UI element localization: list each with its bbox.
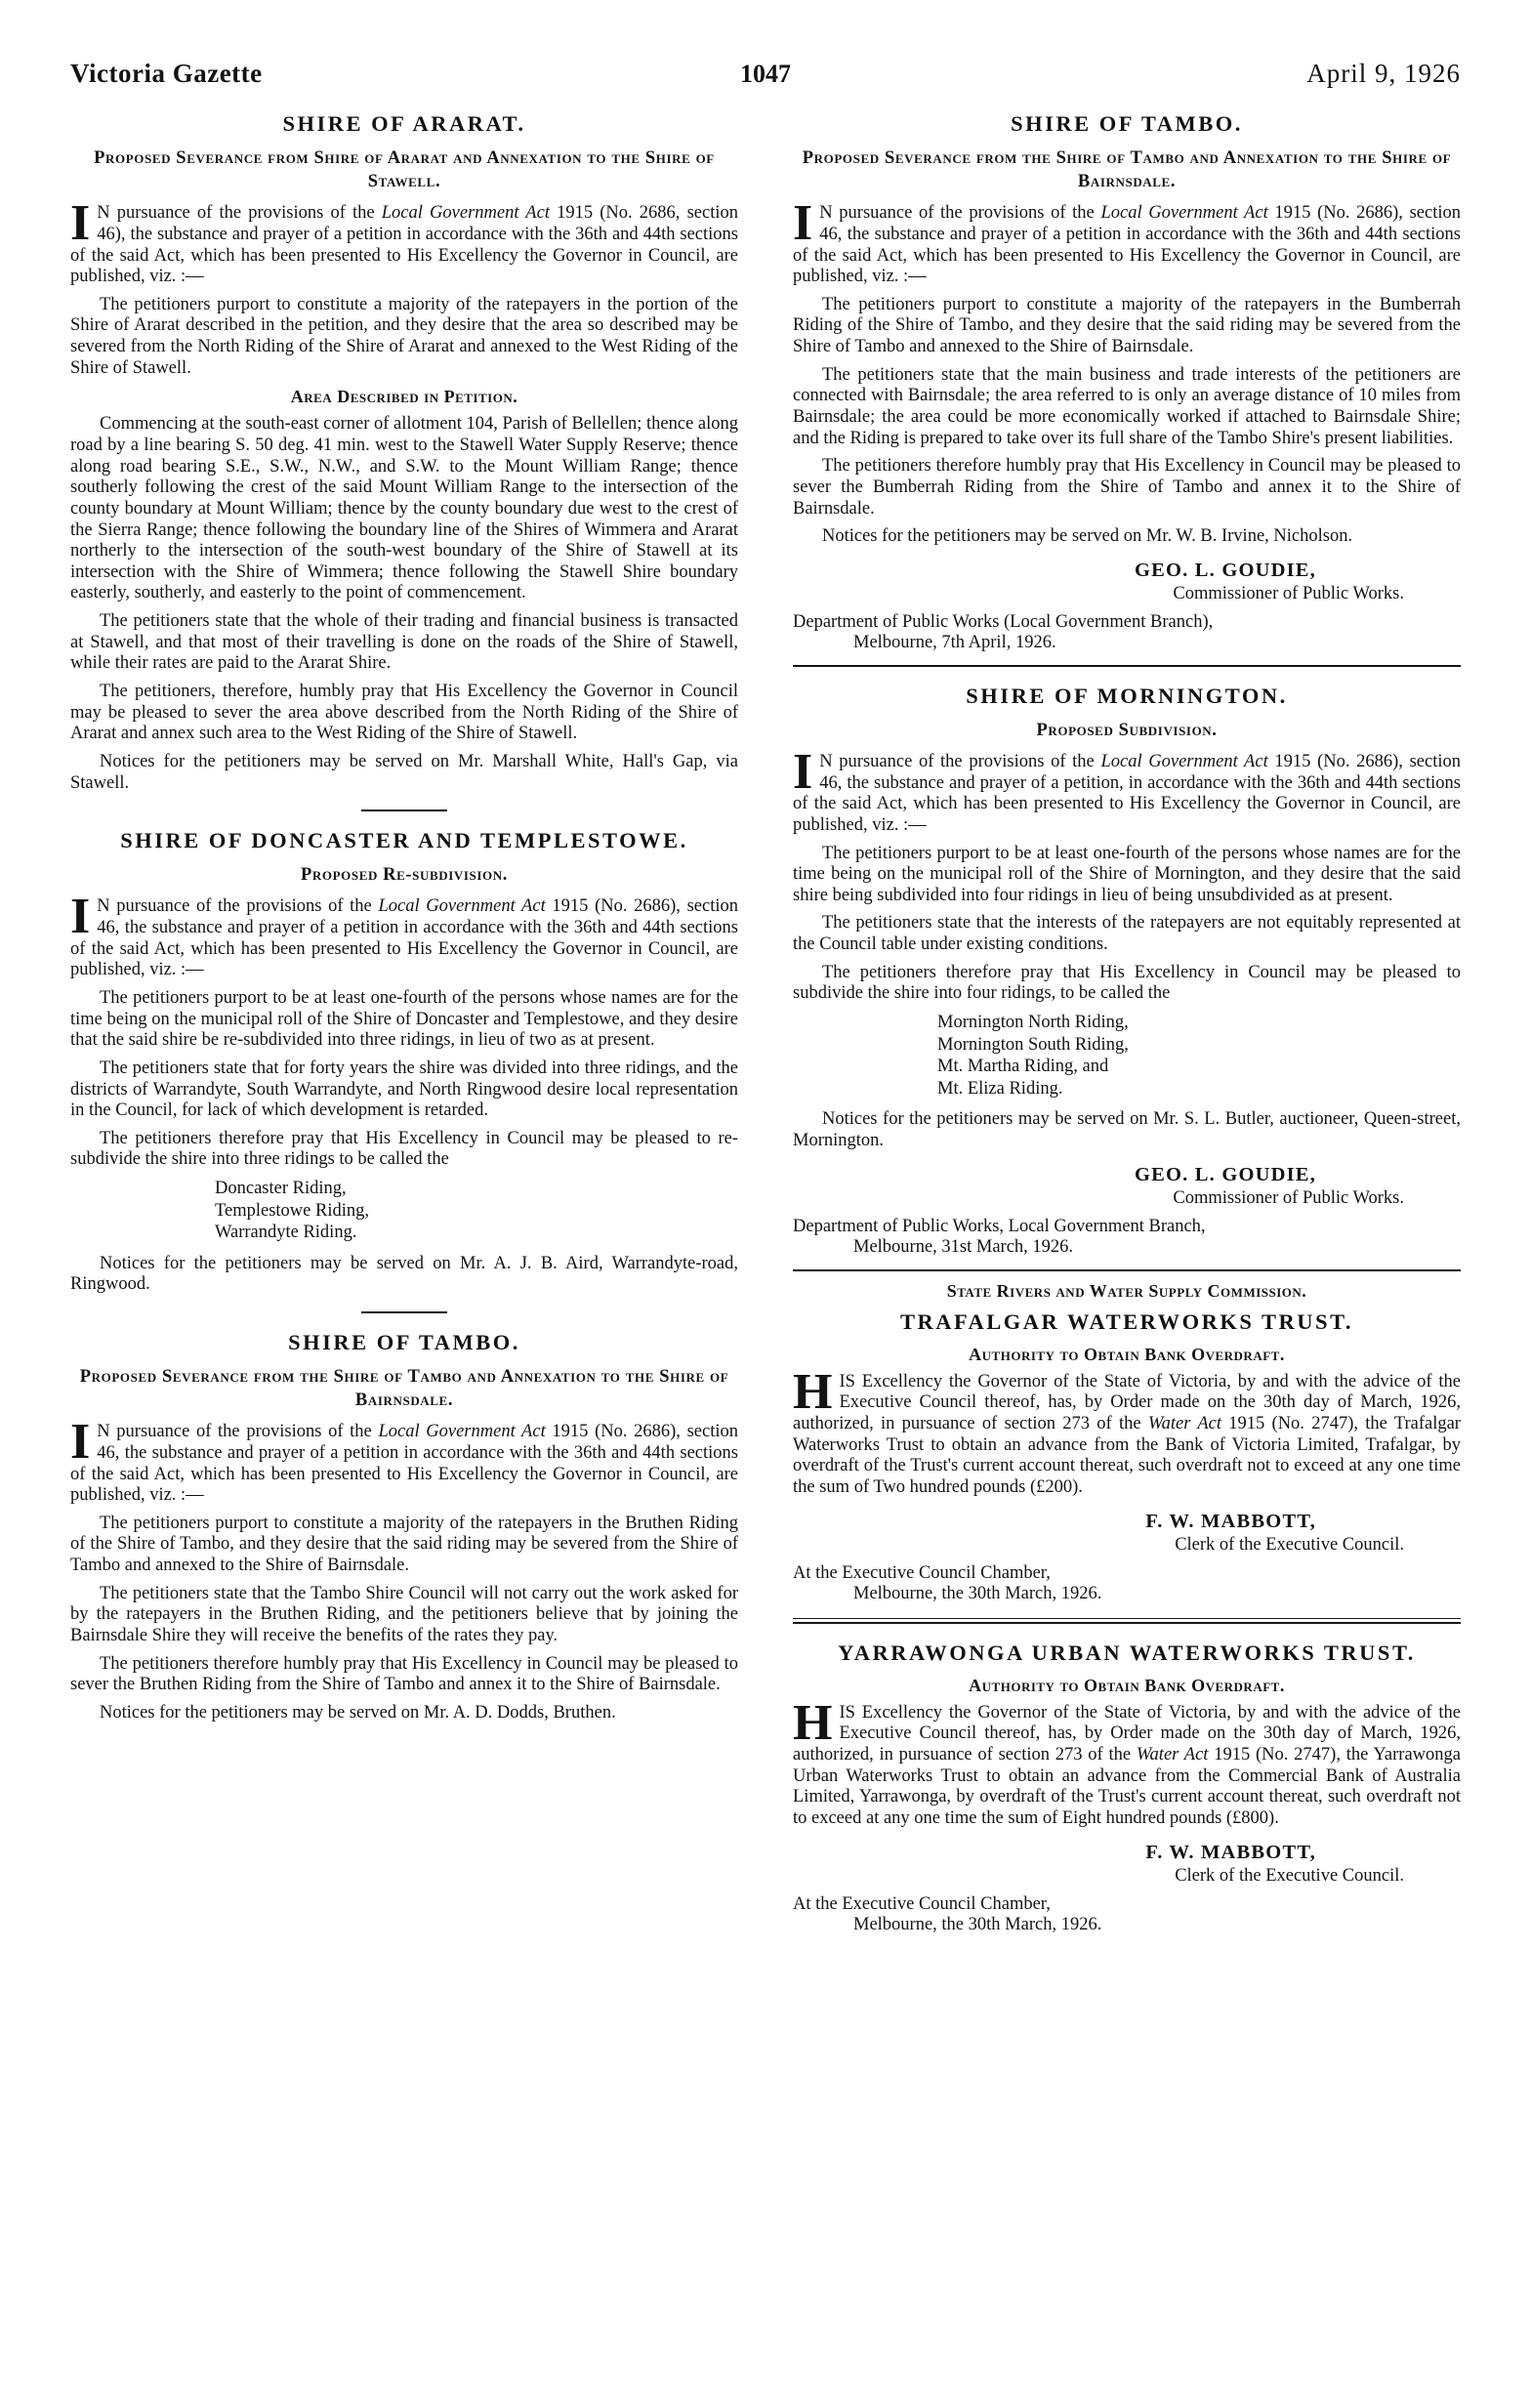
body-paragraph (793, 1363, 1461, 1499)
section-tambo-bumberrah (793, 110, 1461, 653)
riding-list (70, 1178, 738, 1244)
section-title: SHIRE OF MORNINGTON. (966, 683, 1288, 708)
paragraph: The petitioners purport to constitute a majority of the ratepayers in the portion of the Shire of Ararat described in the petition, and they desire that the area so described may be severed from the North Riding of the Shire of Ararat and annexed to the West Riding of the Shire of Stawell. (70, 294, 738, 378)
paragraph: The petitioners purport to be at least one-fourth of the persons whose names are for the time being on the municipal roll of the Shire of Doncaster and Templestowe, and they desire that the said shire be re-subdivided into three ridings, in lieu of two as at present. (70, 987, 738, 1051)
section-title: YARRAWONGA URBAN WATERWORKS TRUST. (838, 1640, 1416, 1665)
paragraph: The petitioners therefore pray that His Excellency in Council may be pleased to re-subdivide the shire into three ridings to be called the (70, 1128, 738, 1170)
paragraph: The petitioners state that the main business and trade interests of the petitioners are connected with Bairnsdale; the area referred to is only an average distance of 10 miles from Bairnsdale; the area could be more economically worked if attached to Bairnsdale Shire; and the Riding is prepared to take over its full share of the Tambo Shire's present liabilities. (793, 364, 1461, 448)
signature-title: Commissioner of Public Works. (1173, 1187, 1404, 1208)
intro-text-rest: 1915 (No. 2686), section 46, the substance and prayer of a petition in accordance with the 36th and 44th sections of the said Act, which has been presented to His Excellency the Governor in Council, are published, viz. :— (70, 1422, 739, 1506)
list-item: Doncaster Riding, (215, 1179, 347, 1199)
section-subtitle: Proposed Subdivision. (1036, 720, 1218, 740)
paragraph: The petitioners therefore humbly pray that His Excellency in Council may be pleased to sever the Bruthen Riding from the Shire of Tambo and annex it to the Shire of Bairnsdale. (70, 1653, 738, 1695)
intro-paragraph (70, 1414, 739, 1507)
signature-name: F. W. MABBOTT, (1145, 1510, 1316, 1532)
act-name-italic: Local Government Act (378, 1422, 546, 1442)
area-heading: Area Described in Petition. (290, 387, 518, 407)
intro-paragraph (793, 195, 1462, 288)
page-number: 1047 (740, 60, 791, 88)
section-tambo-bruthen (70, 1329, 738, 1724)
place-line: At the Executive Council Chamber, (793, 1893, 1051, 1914)
notices-paragraph: Notices for the petitioners may be served on Mr. S. L. Butler, auctioneer, Queen-street, Mornington. (793, 1109, 1461, 1150)
list-item: Mt. Eliza Riding. (937, 1078, 1063, 1099)
act-name-italic: Local Government Act (1100, 203, 1268, 224)
paragraph: The petitioners, therefore, humbly pray that His Excellency the Governor in Council may be pleased to sever the area above described from the North Riding of the Shire of Ararat and annex such area to the West Riding of the Shire of Stawell. (70, 682, 738, 744)
paragraph: The petitioners state that the whole of their trading and financial business is transacted at Stawell, and that most of their travelling is done on the roads of the Shire of Stawell, while their rates are paid to the Ararat Shire. (70, 611, 738, 674)
notices-paragraph: Notices for the petitioners may be served on Mr. Marshall White, Hall's Gap, via Stawell. (70, 751, 738, 793)
act-name-italic: Local Government Act (1100, 752, 1268, 771)
place-date-line: Melbourne, the 30th March, 1926. (853, 1583, 1102, 1603)
paragraph: The petitioners therefore pray that His Excellency in Council may be pleased to subdivide the shire into four ridings, to be called the (793, 962, 1461, 1004)
section-ararat (70, 110, 738, 794)
column-rule-double (793, 1618, 1461, 1624)
body-text-rest: 1915 (No. 2747), the Trafalgar Waterworks Trust to obtain an advance from the Bank of Victoria Limited, Trafalgar, by overdraft of the Trust's current account thereat, such overdraft not to exceed at any one time the sum of Two hundred pounds (£200). (793, 1413, 1461, 1497)
section-separator (361, 810, 447, 811)
notices-paragraph: Notices for the petitioners may be served on Mr. A. D. Dodds, Bruthen. (100, 1702, 616, 1723)
drop-cap: I (793, 195, 813, 252)
area-description: Commencing at the south-east corner of allotment 104, Parish of Bellellen; thence along road by a line bearing S. 50 deg. 41 min. west to the Stawell Water Supply Reserve; thence along road bearing S.E., S.W., N.W., and S.W. to the Mount William Range; thence southerly following the crest of the said Mount William Range to the intersection of the county boundary at Mount William; thence by the county boundary due west to the crest of the Sierra Range; thence following the boundary line of the Shires of Wimmera and Ararat northerly to the intersection of the south-west boundary of the Shire of Stawell at its intersection with the Shire of Wimmera; thence following the Stawell Shire boundary easterly, southerly, and easterly to the point of commencement. (70, 414, 739, 603)
section-yarrawonga (793, 1640, 1461, 1935)
section-subtitle: Proposed Severance from the Shire of Tambo and Annexation to the Shire of Bairnsdale. (802, 148, 1452, 192)
intro-paragraph (793, 744, 1462, 837)
body-text: IS Excellency the Governor of the State of Victoria, by and with the advice of the Executive Council thereof, has, by Order made on the 30th day of March, 1926, authorized, in pursuance of section 273 of the (793, 1702, 1461, 1764)
section-subtitle: Authority to Obtain Bank Overdraft. (969, 1344, 1285, 1364)
journal-title: Victoria Gazette (70, 59, 263, 88)
list-item: Mornington South Riding, (937, 1034, 1129, 1055)
paragraph: The petitioners state that the Tambo Shire Council will not carry out the work asked for by the ratepayers in the Bruthen Riding, and the petitioners believe that by joining the Bairnsdale Shire they will receive the benefits of the rates they pay. (70, 1583, 738, 1646)
list-item: Mt. Martha Riding, and (937, 1057, 1109, 1077)
place-line: At the Executive Council Chamber, (793, 1562, 1051, 1583)
section-title: SHIRE OF ARARAT. (282, 111, 526, 136)
intro-text: N pursuance of the provisions of the (819, 203, 1101, 224)
section-title: SHIRE OF DONCASTER AND TEMPLESTOWE. (120, 828, 688, 853)
paragraph: The petitioners therefore humbly pray that His Excellency in Council may be pleased to sever the Bumberrah Riding from the Shire of Tambo and annex it to the Shire of Bairnsdale. (793, 456, 1461, 519)
right-column (793, 104, 1461, 1945)
department-line: Department of Public Works (Local Government Branch), (793, 611, 1214, 632)
signature-name: F. W. MABBOTT, (1145, 1841, 1316, 1863)
column-rule (793, 1269, 1461, 1271)
section-separator (361, 1311, 447, 1313)
intro-text-rest: 1915 (No. 2686), section 46, the substance and prayer of a petition, in accordance with the 36th and 44th sections of the said Act, which has been presented to His Excellency the Governor in Council, are published, viz. :— (793, 752, 1462, 835)
intro-text-rest: 1915 (No. 2686, section 46), the substance and prayer of a petition in accordance with the 36th and 44th sections of the said Act, which has been presented to His Excellency the Governor in Council, are published, viz. :— (70, 203, 738, 287)
drop-cap: I (793, 744, 813, 800)
intro-text: N pursuance of the provisions of the (97, 1422, 379, 1442)
signature-name: GEO. L. GOUDIE, (1134, 559, 1316, 581)
intro-paragraph (70, 195, 738, 288)
signature-title: Clerk of the Executive Council. (1175, 1534, 1404, 1555)
page-header (70, 59, 1461, 89)
issue-date: April 9, 1926 (1306, 59, 1462, 88)
section-trafalgar (793, 1281, 1461, 1604)
act-name-italic: Local Government Act (381, 203, 550, 224)
section-subtitle: Proposed Severance from the Shire of Tambo and Annexation to the Shire of Bairnsdale. (79, 1367, 729, 1411)
list-item: Warrandyte Riding. (215, 1223, 357, 1243)
section-title: SHIRE OF TAMBO. (288, 1330, 520, 1355)
paragraph: The petitioners purport to constitute a majority of the ratepayers in the Bruthen Riding of the Shire of Tambo, and they desire that the said riding may be severed from the Shire of Tambo and annexed to the Shire of Bairnsdale. (70, 1513, 738, 1576)
section-subtitle: Authority to Obtain Bank Overdraft. (969, 1675, 1285, 1695)
place-date-line: Melbourne, the 30th March, 1926. (853, 1914, 1102, 1934)
intro-paragraph (70, 889, 739, 981)
two-column-layout (70, 104, 1461, 1945)
section-mornington (793, 683, 1461, 1258)
intro-text: N pursuance of the provisions of the (97, 203, 382, 224)
act-name-italic: Water Act (1136, 1744, 1209, 1764)
signature-title: Commissioner of Public Works. (1173, 583, 1404, 603)
signature-title: Clerk of the Executive Council. (1175, 1865, 1404, 1886)
drop-cap: I (70, 889, 91, 945)
section-doncaster (70, 827, 738, 1296)
notices-paragraph: Notices for the petitioners may be served on Mr. W. B. Irvine, Nicholson. (822, 526, 1353, 547)
body-paragraph (793, 1694, 1461, 1830)
drop-cap: I (70, 1414, 91, 1471)
drop-cap: H (793, 1363, 833, 1420)
intro-text-rest: 1915 (No. 2686), section 46, the substance and prayer of a petition in accordance with the 36th and 44th sections of the said Act, which has been presented to His Excellency the Governor in Council, are published, viz. :— (793, 203, 1462, 287)
department-line: Department of Public Works, Local Government Branch, (793, 1216, 1206, 1236)
paragraph: The petitioners state that the interests of the ratepayers are not equitably represented at the Council table under existing conditions. (793, 913, 1461, 955)
drop-cap: I (70, 195, 91, 252)
act-name-italic: Local Government Act (378, 896, 546, 917)
section-title: SHIRE OF TAMBO. (1011, 111, 1243, 136)
paragraph: The petitioners purport to be at least one-fourth of the persons whose names are for the time being on the municipal roll of the Shire of Mornington, and they desire that the said shire being subdivided into four ridings in lieu of being unsubdivided as at present. (793, 843, 1461, 905)
notices-paragraph: Notices for the petitioners may be served on Mr. A. J. B. Aird, Warrandyte-road, Ringwood. (70, 1253, 738, 1295)
act-name-italic: Water Act (1147, 1413, 1221, 1433)
body-text: IS Excellency the Governor of the State of Victoria, by and with the advice of the Executive Council thereof, has, by Order made on the 30th day of March, 1926, authorized, in pursuance of section 273 of the (793, 1371, 1461, 1433)
column-rule (793, 665, 1461, 667)
signature-name: GEO. L. GOUDIE, (1134, 1163, 1316, 1185)
left-column (70, 104, 738, 1945)
list-item: Templestowe Riding, (215, 1200, 369, 1221)
department-date-line: Melbourne, 7th April, 1926. (853, 632, 1056, 652)
department-date-line: Melbourne, 31st March, 1926. (853, 1236, 1074, 1257)
drop-cap: H (793, 1694, 833, 1751)
body-text-rest: 1915 (No. 2747), the Yarrawonga Urban Waterworks Trust to obtain an advance from the Commercial Bank of Australia Limited, Yarrawonga, by overdraft of the Trust's current account thereat, such overdraft not to exceed at any one time the sum of Eight hundred pounds (£800). (793, 1744, 1461, 1828)
list-item: Mornington North Riding, (937, 1013, 1129, 1033)
intro-text-rest: 1915 (No. 2686), section 46, the substance and prayer of a petition in accordance with the 36th and 44th sections of the said Act, which has been presented to His Excellency the Governor in Council, are published, viz. :— (70, 896, 739, 980)
paragraph: The petitioners state that for forty years the shire was divided into three ridings, and the districts of Warrandyte, South Warrandyte, and North Ringwood desire local representation in the Council, for lack of which development is retarded. (70, 1058, 738, 1121)
intro-text: N pursuance of the provisions of the (819, 752, 1101, 771)
intro-text: N pursuance of the provisions of the (97, 896, 379, 917)
paragraph: The petitioners purport to constitute a majority of the ratepayers in the Bumberrah Riding of the Shire of Tambo, and they desire that the said riding may be severed from the Shire of Tambo and annexed to the Shire of Bairnsdale. (793, 294, 1461, 357)
riding-list (793, 1012, 1461, 1100)
section-title: TRAFALGAR WATERWORKS TRUST. (899, 1308, 1354, 1334)
commission-heading: State Rivers and Water Supply Commission. (946, 1280, 1307, 1301)
section-subtitle: Proposed Re-subdivision. (301, 865, 508, 886)
section-subtitle: Proposed Severance from Shire of Ararat and Annexation to the Shire of Stawell. (94, 148, 715, 192)
